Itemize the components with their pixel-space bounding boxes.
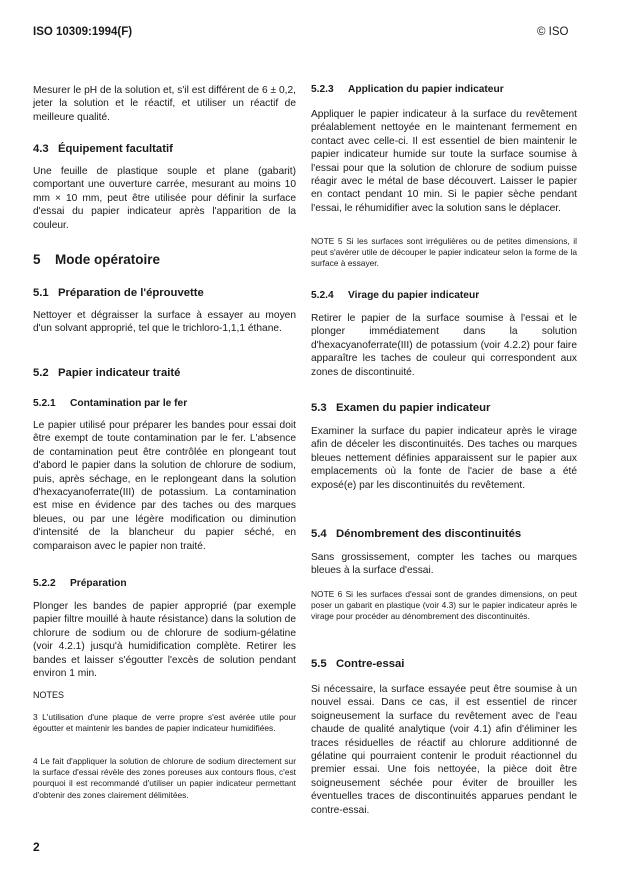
section-5-5-heading [311,658,577,670]
notes-label: NOTES [33,690,65,700]
intro-paragraph: Mesurer le pH de la solution et, s'il est différent de 6 ± 0,2, jeter la solution et le réactif, et utiliser un réactif de meilleure qualité. [33,85,296,123]
section-number: 5.2.3 [311,84,334,95]
section-title: Virage du papier indicateur [348,290,480,301]
section-5-2-2-text: Plonger les bandes de papier approprié (par exemple papier filtre mouillé à haute résistance) dans la solution de chlorure de sodium ou de chlorure de sodium-gélatine (voir 4.2.1) jusqu'à humidification complète. Retirer les bandes et laisser s'égoutter l'excès de solution pendant environ 1 min. [33,601,296,680]
section-title: Dénombrement des discontinuités [336,528,522,540]
section-number: 5.2.4 [311,290,334,301]
section-number: 5.2.2 [33,578,56,589]
section-title: Papier indicateur traité [58,367,181,379]
section-5-4-text: Sans grossissement, compter les taches ou marques bleues à la surface d'essai. [311,552,577,577]
section-title: Contre-essai [336,658,405,670]
standard-reference: ISO 10309:1994(F) [33,26,133,38]
section-number: 5.3 [311,402,327,414]
note-4: 4 Le fait d'appliquer la solution de chlorure de sodium directement sur la surface d'essai révèle des zones poreuses aux contours flous, c'est pourquoi il est recommandé d'utiliser un papier indicateur permettant d'obtenir des zones clairement délimitées. [33,756,296,800]
section-5-2-1-heading [33,398,296,409]
section-title: Examen du papier indicateur [336,402,491,414]
section-5-2-3-heading [311,84,577,95]
section-title: Équipement facultatif [58,143,173,155]
copyright-mark: © ISO [537,26,569,38]
section-5-1-text: Nettoyer et dégraisser la surface à essayer au moyen d'un solvant approprié, tel que le trichloro-1,1,1 éthane. [33,310,296,335]
section-title: Contamination par le fer [70,398,188,409]
section-title: Préparation de l'éprouvette [58,287,204,299]
section-5-4-heading [311,528,577,540]
section-5-2-1-text: Le papier utilisé pour préparer les bandes pour essai doit être exempt de toute contamination par le fer. L'absence de contamination peut être contrôlée en plongeant tout d'abord le papier dans la solution de chlorure de sodium, puis, après séchage, en le replongeant dans la solution d'hexacyanoferrate(III) de potassium. La contamination est mise en évidence par des taches ou des marques bleues, ou par une légère modification ou diminution d'intensité de la blancheur du papier séché, en comparaison avec le papier non traité. [33,420,296,552]
note-5: NOTE 5 Si les surfaces sont irrégulières ou de petites dimensions, il peut s'avérer utile de découper le papier indicateur selon la forme de la surface à essayer. [311,236,577,269]
section-number: 4.3 [33,143,49,155]
note-3: 3 L'utilisation d'une plaque de verre propre s'est avérée utile pour égoutter et maintenir les bandes de papier indicateur humidifiées. [33,712,296,734]
section-number: 5.2 [33,367,49,379]
section-title: Mode opératoire [55,252,161,267]
section-5-2-4-text: Retirer le papier de la surface soumise à l'essai et le plonger immédiatement dans la solution d'hexacyanoferrate(III) de potassium (voir 4.2.2) pour faire apparaître les taches de couleur qui correspondent aux zones de discontinuité. [311,313,577,378]
section-number: 5.1 [33,287,49,299]
section-4-3-text: Une feuille de plastique souple et plane (gabarit) comportant une ouverture carrée, mesurant au moins 10 mm × 10 mm, peut être utilisée pour définir la surface d'essai du papier indicateur après l'apparition de la couleur. [33,166,296,231]
section-5-2-3-text: Appliquer le papier indicateur à la surface du revêtement préalablement nettoyée en le maintenant fermement en contact avec celle-ci. Il est essentiel de bien maintenir le papier indicateur humide sur toute la surface soumise à l'essai pour que la solution de chlorure de sodium puisse réagir avec le métal de base découvert. Laisser le papier en contact pendant 10 min. Si le papier sèche pendant l'essai, le réhumidifier avec la solution sans le déplacer. [311,109,577,214]
section-title: Préparation [70,578,127,589]
section-5-2-4-heading [311,290,577,301]
section-5-2-2-heading [33,578,296,589]
section-title: Application du papier indicateur [348,84,504,95]
section-5-heading [33,252,296,267]
note-6: NOTE 6 Si les surfaces d'essai sont de grandes dimensions, on peut poser un gabarit en plastique (voir 4.3) sur le papier indicateur après le virage pour procéder au dénombrement des discontinuités. [311,589,577,622]
section-number: 5.2.1 [33,398,56,409]
section-5-1-heading [33,287,296,299]
section-number: 5 [33,252,41,267]
section-4-3-heading [33,143,296,155]
section-5-3-heading [311,402,577,414]
section-5-3-text: Examiner la surface du papier indicateur après le virage afin de déceler les discontinuités. Des taches ou marques bleues nettement définies apparaissent sur le papier aux emplacements où la fonte de l'acier de base a été exposé(e) par les discontinuités du revêtement. [311,426,577,491]
section-5-5-text: Si nécessaire, la surface essayée peut être soumise à un nouvel essai. Dans ce cas, il est essentiel de rincer soigneusement la surface du revêtement avec de l'eau chaude de qualité analytique (voir 4.1) afin d'éliminer les traces résiduelles de réactif au chlorure additionné de gélatine qui pourraient contenir le produit réactionnel du premier essai. Une fois nettoyée, la pièce doit être soigneusement séchée pour éviter de brouiller les éventuelles traces de discontinuités apparues pendant le contre-essai. [311,684,577,816]
section-number: 5.5 [311,658,327,670]
section-number: 5.4 [311,528,327,540]
page-number: 2 [33,840,40,854]
section-5-2-heading [33,367,296,379]
